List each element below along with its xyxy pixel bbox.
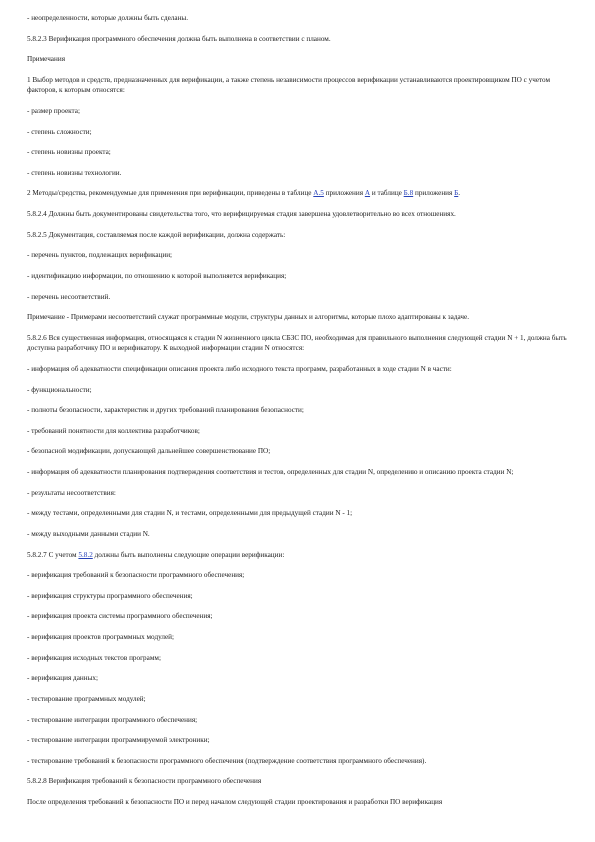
paragraph-p7 bbox=[27, 147, 572, 157]
paragraph-p1 bbox=[27, 13, 572, 23]
cross-reference-link[interactable]: Б bbox=[454, 189, 459, 198]
paragraph-text: - тестирование требований к безопасности программного обеспечения (подтверждение соответствия программного обеспечения). bbox=[27, 756, 427, 765]
paragraph-text: - степень новизны технологии. bbox=[27, 168, 122, 177]
paragraph-p30 bbox=[27, 632, 572, 642]
paragraph-p2 bbox=[27, 34, 572, 44]
paragraph-p26 bbox=[27, 550, 572, 560]
paragraph-text: 2 Методы/средства, рекомендуемые для применения при верификации, приведены в таблице bbox=[27, 189, 314, 198]
paragraph-text: - верификация проектов программных модулей; bbox=[27, 633, 175, 641]
paragraph-text: - полноты безопасности, характеристик и других требований планирования безопасности; bbox=[27, 406, 304, 415]
paragraph-p34 bbox=[27, 715, 572, 725]
paragraph-p20 bbox=[27, 426, 572, 436]
paragraph-p25 bbox=[27, 529, 572, 539]
paragraph-p23 bbox=[27, 488, 572, 498]
paragraph-p4 bbox=[27, 75, 572, 96]
paragraph-text: После определения требований к безопасности ПО и перед началом следующей стадии проектирования и разработки ПО верификация bbox=[27, 798, 443, 806]
paragraph-text: - перечень несоответствий. bbox=[27, 292, 111, 301]
paragraph-text: - размер проекта; bbox=[27, 106, 80, 115]
paragraph-text: Примечание - Примерами несоответствий служат программные модули, структуры данных и алгоритмы, которые плохо адаптированы к задаче. bbox=[27, 313, 470, 322]
paragraph-p19 bbox=[27, 405, 572, 415]
cross-reference-link[interactable]: А bbox=[364, 189, 371, 198]
paragraph-text: - требований понятности для коллектива разработчиков; bbox=[27, 426, 200, 435]
paragraph-text: 5.8.2.4 Должны быть документированы свидетельства того, что верифицируемая стадия завершена удовлетворительно во всех отношениях. bbox=[27, 210, 456, 219]
paragraph-p9 bbox=[27, 188, 572, 198]
paragraph-p6 bbox=[27, 127, 572, 137]
paragraph-text: - идентификацию информации, по отношению к которой выполняется верификация; bbox=[27, 271, 287, 280]
cross-reference-link[interactable]: 5.8.2 bbox=[78, 550, 93, 559]
paragraph-text: - результаты несоответствия: bbox=[27, 488, 116, 497]
paragraph-p24 bbox=[27, 508, 572, 518]
paragraph-text: Примечания bbox=[27, 55, 65, 64]
paragraph-p38 bbox=[27, 797, 572, 807]
cross-reference-link[interactable]: Б.8 bbox=[403, 189, 414, 198]
paragraph-text: 5.8.2.5 Документация, составляемая после каждой верификации, должна содержать: bbox=[27, 230, 286, 239]
paragraph-p35 bbox=[27, 735, 572, 745]
paragraph-text: 5.8.2.7 С учетом bbox=[27, 550, 79, 559]
paragraph-p32 bbox=[27, 673, 572, 683]
paragraph-text: - степень новизны проекта; bbox=[27, 148, 111, 157]
paragraph-text: - между тестами, определенными для стадии N, и тестами, определенными для предыдущей стадии N - 1; bbox=[27, 509, 353, 518]
paragraph-p8 bbox=[27, 168, 572, 178]
paragraph-text: - между выходными данными стадии N. bbox=[27, 529, 150, 538]
paragraph-p3 bbox=[27, 54, 572, 64]
paragraph-text: должны быть выполнены следующие операции верификации: bbox=[92, 550, 285, 559]
paragraph-text: 1 Выбор методов и средств, предназначенных для верификации, а также степень независимости процессов верификации устанавливаются проектировщиком ПО с учетом факторов, к которым относятся: bbox=[27, 75, 551, 95]
paragraph-p18 bbox=[27, 385, 572, 395]
paragraph-p36 bbox=[27, 756, 572, 766]
document-page bbox=[27, 13, 572, 818]
paragraph-p17 bbox=[27, 364, 572, 374]
paragraph-p10 bbox=[27, 209, 572, 219]
paragraph-p16 bbox=[27, 333, 572, 354]
paragraph-text: - безопасной модификации, допускающей дальнейшее совершенствование ПО; bbox=[27, 447, 271, 456]
paragraph-text: - тестирование интеграции программируемой электроники; bbox=[27, 736, 210, 745]
paragraph-p33 bbox=[27, 694, 572, 704]
paragraph-text: - информация об адекватности спецификации описания проекта либо исходного текста программ, разработанных в ходе стадии N в части: bbox=[27, 364, 452, 373]
cross-reference-link[interactable]: А.5 bbox=[313, 189, 324, 198]
paragraph-p13 bbox=[27, 271, 572, 281]
paragraph-text: 5.8.2.3 Верификация программного обеспечения должна быть выполнена в соответствии с планом. bbox=[27, 34, 331, 43]
paragraph-p22 bbox=[27, 467, 572, 477]
paragraph-text: приложения bbox=[413, 189, 455, 198]
paragraph-p14 bbox=[27, 292, 572, 302]
paragraph-text: - верификация исходных текстов программ; bbox=[27, 653, 161, 662]
paragraph-p21 bbox=[27, 446, 572, 456]
paragraph-p27 bbox=[27, 570, 572, 580]
paragraph-p37 bbox=[27, 776, 572, 786]
paragraph-text: - перечень пунктов, подлежащих верификации; bbox=[27, 251, 173, 260]
paragraph-p28 bbox=[27, 591, 572, 601]
paragraph-text: приложения bbox=[323, 189, 365, 198]
paragraph-text: - функциональности; bbox=[27, 385, 92, 394]
paragraph-text: - тестирование программных модулей; bbox=[27, 694, 146, 703]
paragraph-p15 bbox=[27, 312, 572, 322]
paragraph-text: 5.8.2.6 Вся существенная информация, относящаяся к стадии N жизненного цикла СБЗС ПО, необходимая для правильного выполнения следующей стадии N + 1, должна быть доступна разработчику ПО и верификатору. К выходной информации стадии N относятся: bbox=[27, 333, 567, 353]
paragraph-text: . bbox=[458, 189, 461, 198]
paragraph-text: - неопределенности, которые должны быть сделаны. bbox=[27, 14, 189, 22]
paragraph-p31 bbox=[27, 653, 572, 663]
paragraph-text: - верификация структуры программного обеспечения; bbox=[27, 591, 193, 600]
paragraph-text: - верификация требований к безопасности программного обеспечения; bbox=[27, 571, 245, 580]
paragraph-text: - верификация проекта системы программного обеспечения; bbox=[27, 612, 213, 621]
paragraph-p11 bbox=[27, 230, 572, 240]
paragraph-text: 5.8.2.8 Верификация требований к безопасности программного обеспечения bbox=[27, 777, 262, 786]
paragraph-text: - степень сложности; bbox=[27, 127, 92, 136]
paragraph-text: - верификация данных; bbox=[27, 674, 99, 683]
paragraph-p5 bbox=[27, 106, 572, 116]
paragraph-p29 bbox=[27, 611, 572, 621]
paragraph-text: - тестирование интеграции программного обеспечения; bbox=[27, 715, 198, 724]
paragraph-p12 bbox=[27, 250, 572, 260]
paragraph-text: - информация об адекватности планирования подтверждения соответствия и тестов, определенных для стадии N, определению и описанию проекта стадии N; bbox=[27, 468, 514, 476]
paragraph-text: и таблице bbox=[370, 189, 404, 198]
